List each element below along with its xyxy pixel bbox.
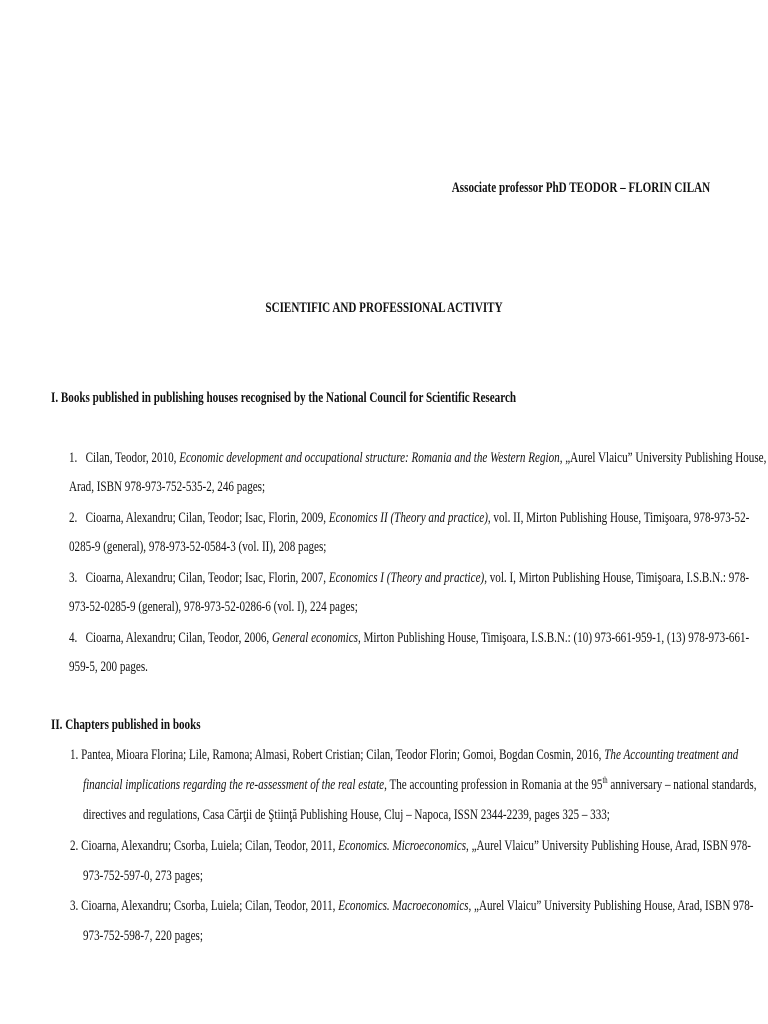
list-item-number: 3.	[69, 570, 78, 586]
list-item-line: 4. Cioarna, Alexandru; Cilan, Teodor, 2006, General economics, Mirton Publishing House, Timişoara, I.S.B.N.: (10) 973-661-959-1, (13) 978-973-661-	[69, 630, 750, 646]
list-item-line: 3. Cioarna, Alexandru; Csorba, Luiela; Cilan, Teodor, 2011, Economics. Macroeconomics, „Aurel Vlaicu” University Publishing House, Arad, ISBN 978-	[70, 898, 754, 914]
list-item-line: 1. Pantea, Mioara Florina; Lile, Ramona; Almasi, Robert Cristian; Cilan, Teodor Florin; Gomoi, Bogdan Cosmin, 2016, The Accounting treatment and	[70, 747, 739, 763]
list-item-number: 1.	[70, 747, 79, 763]
list-item-line: 973-752-597-0, 273 pages;	[83, 868, 203, 884]
list-item-number: 4.	[69, 630, 78, 646]
list-item-number: 3.	[70, 898, 79, 914]
section-heading-chapters: II. Chapters published in books	[51, 717, 201, 733]
list-item-number: 1.	[69, 450, 78, 466]
document-title: SCIENTIFIC AND PROFESSIONAL ACTIVITY	[265, 300, 503, 316]
list-item-line: Arad, ISBN 978-973-752-535-2, 246 pages;	[69, 479, 266, 495]
list-item-line: 973-752-598-7, 220 pages;	[83, 928, 203, 944]
list-item-line: 0285-9 (general), 978-973-52-0584-3 (vol. II), 208 pages;	[69, 539, 327, 555]
list-item-line: 1. Cilan, Teodor, 2010, Economic development and occupational structure: Romania and the Western Region, „Aurel Vlaicu” University Publishing House,	[69, 450, 767, 466]
list-item-number: 2.	[70, 838, 79, 854]
list-item-line: 3. Cioarna, Alexandru; Cilan, Teodor; Isac, Florin, 2007, Economics I (Theory and practice), vol. I, Mirton Publishing House, Timişoara, I.S.B.N.: 978-	[69, 570, 750, 586]
list-item-line: 959-5, 200 pages.	[69, 659, 148, 675]
list-item-number: 2.	[69, 510, 78, 526]
list-item-line: 973-52-0285-9 (general), 978-973-52-0286-6 (vol. I), 224 pages;	[69, 599, 358, 615]
list-item-line: 2. Cioarna, Alexandru; Cilan, Teodor; Isac, Florin, 2009, Economics II (Theory and practice), vol. II, Mirton Publishing House, Timişoara, 978-973-52-	[69, 510, 750, 526]
list-item-line: directives and regulations, Casa Cărţii de Ştiinţă Publishing House, Cluj – Napoca, ISSN 2344-2239, pages 325 – 333;	[83, 807, 610, 823]
author-line: Associate professor PhD TEODOR – FLORIN CILAN	[451, 180, 710, 196]
list-item-line: financial implications regarding the re-assessment of the real estate, The accounting profession in Romania at the 95th anniversary – national standards,	[83, 775, 757, 793]
section-heading-books: I. Books published in publishing houses recognised by the National Council for Scientific Research	[51, 390, 517, 406]
list-item-line: 2. Cioarna, Alexandru; Csorba, Luiela; Cilan, Teodor, 2011, Economics. Microeconomics, „Aurel Vlaicu” University Publishing House, Arad, ISBN 978-	[70, 838, 752, 854]
